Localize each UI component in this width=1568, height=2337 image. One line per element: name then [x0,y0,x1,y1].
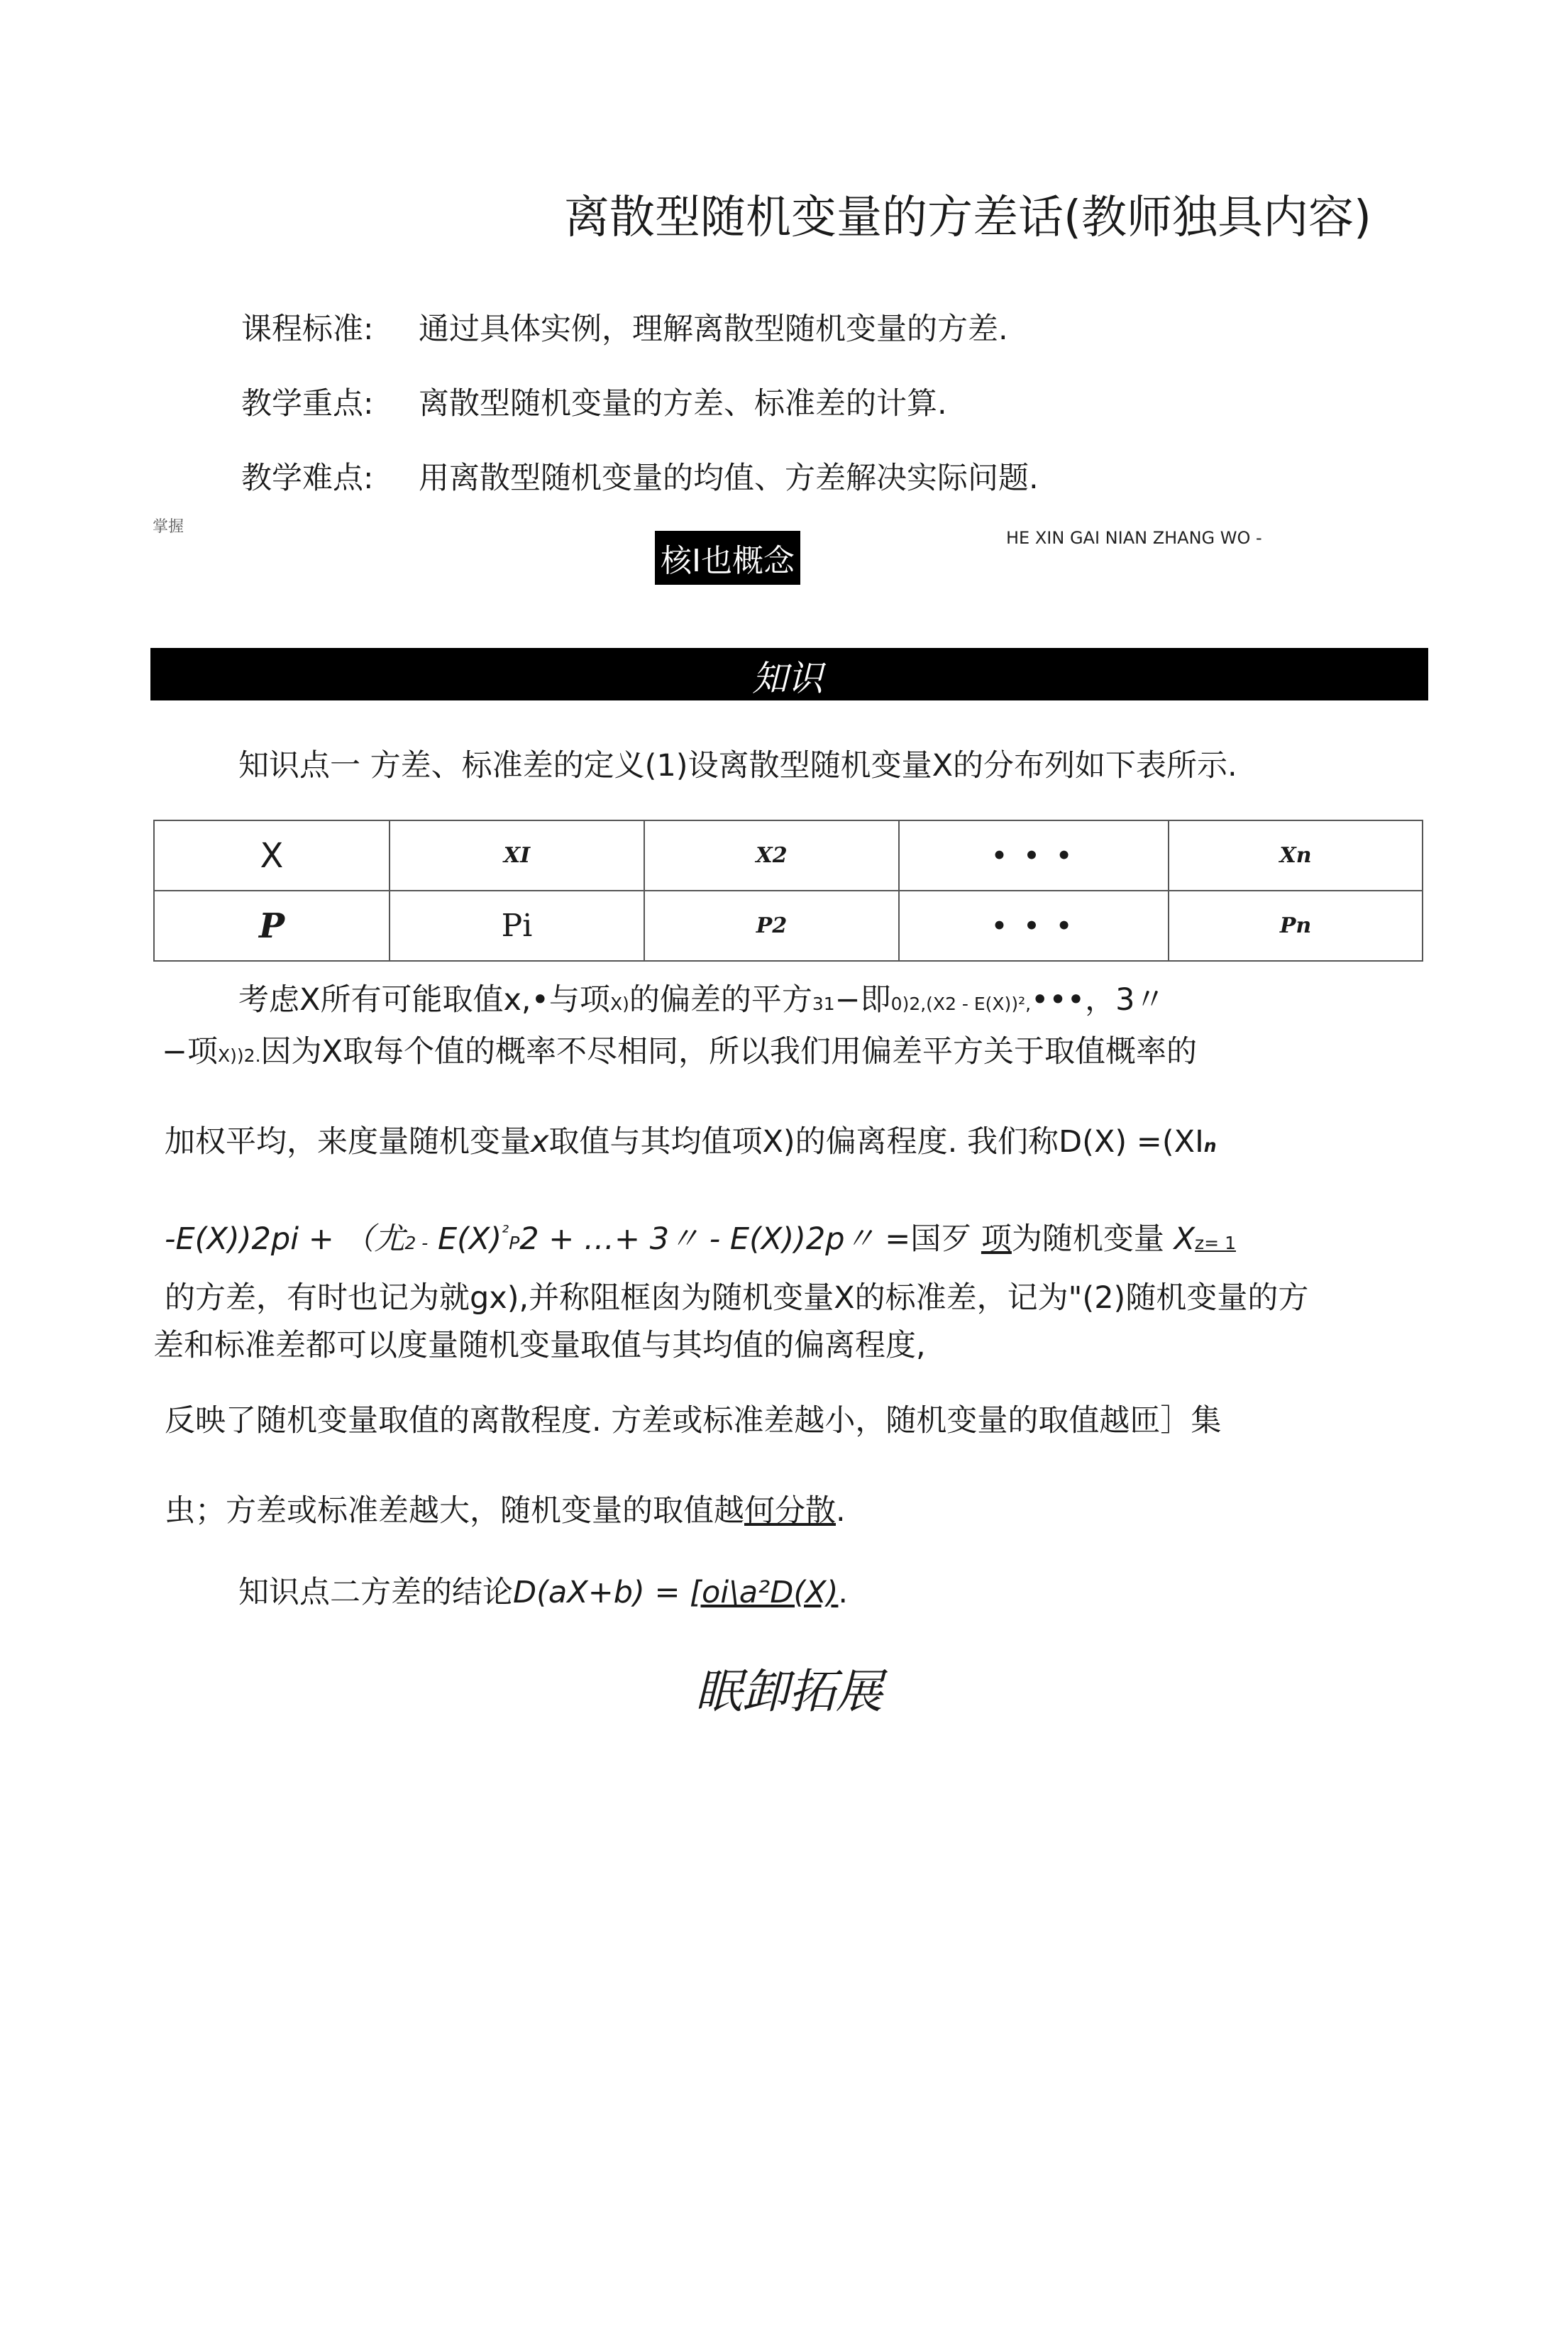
text-segment: −项 [162,1034,219,1069]
text-segment: x [531,1124,549,1160]
knowledge-point-2 [238,1568,848,1612]
teaching-focus-label: 教学重点: [241,386,374,422]
text-line-3 [165,1118,1217,1161]
text-line-1 [238,976,1166,1019]
knowledge-point-1: 知识点一 方差、标准差的定义(1)设离散型随机变量X的分布列如下表所示. [238,748,1237,783]
text-segment: 的偏差的平方 [629,982,812,1018]
text-segment: 何分散 [744,1493,836,1529]
teaching-difficulty-text: 用离散型随机变量的均值、方差解决实际问题. [419,461,1039,496]
page-title: 离散型随机变量的方差话(教师独具内容) [564,192,1371,244]
course-standard [241,305,1008,348]
table-row [154,820,1423,891]
text-line-2 [162,1028,1197,1071]
text-segment: [oi\a²D(X) [690,1575,839,1610]
text-segment: 取值与其均值项X)的偏离程度. 我们称D(X) =(XI [548,1124,1204,1160]
distribution-table [153,820,1423,962]
text-segment: =国歹 [885,1221,981,1257]
table-cell: XI [390,820,644,891]
table-cell: X2 [644,820,899,891]
text-segment: X) [609,994,629,1014]
text-segment: 知识点二方差的结论 [238,1575,513,1610]
text-segment: 为随机变量 [1011,1221,1174,1257]
extension-title: 眠卸拓展 [695,1664,883,1719]
text-segment: ² [502,1221,509,1243]
teaching-focus [241,380,947,423]
variance-formula-line [165,1215,1236,1258]
text-segment: z= 1 [1195,1233,1236,1253]
text-segment: •••，3〃 [1031,982,1166,1018]
text-segment: 虫；方差或标准差越大，随机变量的取值越 [165,1493,744,1529]
text-segment: P [509,1233,520,1253]
text-segment: X [1174,1221,1196,1257]
text-line-7: 反映了随机变量取值的离散程度. 方差或标准差越小，随机变量的取值越匝］集 [165,1403,1222,1439]
table-cell: Pn [1169,891,1423,961]
text-segment: . [838,1575,849,1610]
teaching-difficulty [241,454,1039,497]
pinyin-caption: HE XIN GAI NIAN ZHANG WO - [1006,528,1262,548]
text-segment: n [1203,1135,1217,1156]
table-cell: • • • [899,820,1169,891]
text-segment: 加权平均，来度量随机变量 [165,1124,531,1160]
text-segment: 因为X取每个值的概率不尽相同，所以我们用偏差平方关于取值概率的 [260,1034,1197,1069]
text-line-5: 的方差，有时也记为就gx),并称阻框囱为随机变量X的标准差，记为"(2)随机变量的方 [165,1280,1309,1316]
text-segment: 31 [812,994,835,1014]
teaching-difficulty-label: 教学难点: [241,461,374,496]
core-concept-banner: 核I也概念 [655,531,800,585]
text-segment: 0)2,(X2 - E(X))², [890,994,1032,1014]
text-segment: E(X) [428,1221,502,1257]
teaching-focus-text: 离散型随机变量的方差、标准差的计算. [419,386,947,422]
knowledge-bar-title: 知识 [752,658,823,699]
table-cell: P [154,891,390,961]
side-note: 掌握 [153,518,184,536]
text-line-6: 差和标准差都可以度量随机变量取值与其均值的偏离程度, [153,1328,926,1363]
text-segment: D(aX+b) = [513,1575,690,1610]
table-cell: Xn [1169,820,1423,891]
table-cell: P2 [644,891,899,961]
text-segment: −即 [834,982,891,1018]
text-segment: . [836,1493,846,1529]
course-standard-label: 课程标准: [241,312,374,347]
table-cell: X [154,820,390,891]
text-segment: 2 - [404,1233,429,1253]
course-standard-text: 通过具体实例，理解离散型随机变量的方差. [419,312,1008,347]
text-segment: 项 [981,1221,1012,1257]
text-segment: 考虑X所有可能取值x,•与项 [238,982,610,1018]
table-cell: Pi [390,891,644,961]
text-segment: 2 + …+ 3〃 - E(X))2p〃 [519,1221,885,1257]
text-line-8 [165,1487,846,1530]
text-segment: -E(X))2pi + （尤 [165,1221,405,1257]
table-row [154,891,1423,961]
table-cell: • • • [899,891,1169,961]
text-segment: X))2. [218,1045,261,1066]
